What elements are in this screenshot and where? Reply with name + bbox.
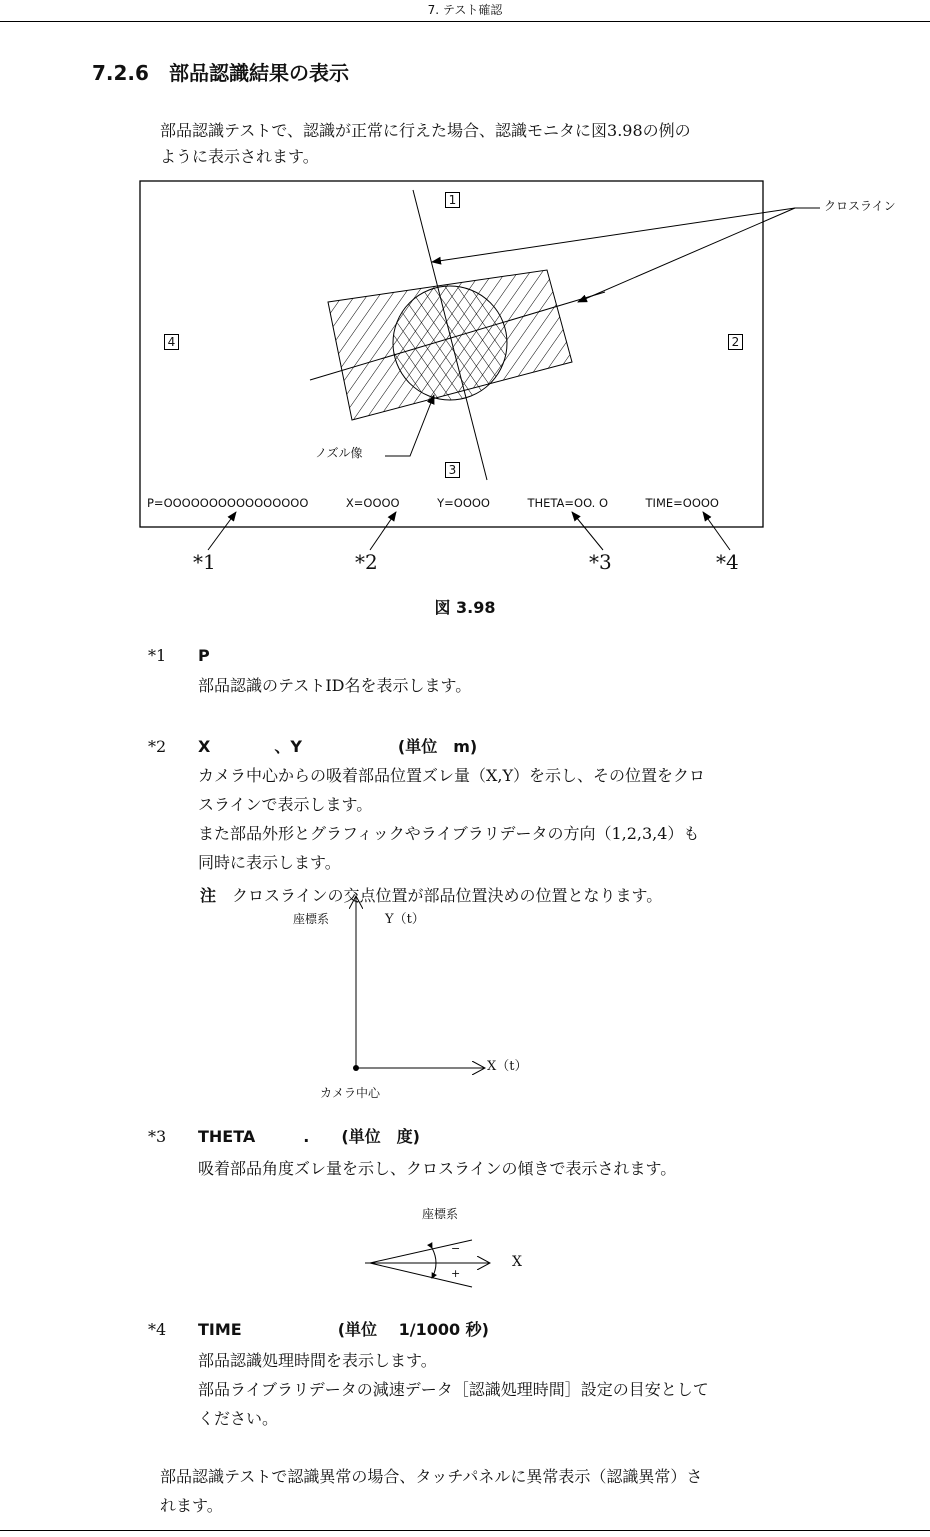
theta-minus: − <box>451 1242 461 1255</box>
crossline-label: クロスライン <box>824 199 896 213</box>
theta-plus: + <box>451 1267 461 1280</box>
coord2-x-label: X <box>512 1254 522 1270</box>
item-2-text: また部品外形とグラフィックやライブラリデータの方向（1,2,3,4）も <box>198 824 700 843</box>
item-2-text: カメラ中心からの吸着部品位置ズレ量（X,Y）を示し、その位置をクロ <box>198 766 706 785</box>
footer-rule <box>0 1530 930 1531</box>
coord1-label: 座標系 <box>293 912 330 926</box>
item-4-title: TIME (単位 1/1000 秒) <box>198 1320 489 1339</box>
figure-caption: 図 3.98 <box>434 598 496 617</box>
nozzle-label: ノズル像 <box>315 446 363 460</box>
item-2-text: スラインで表示します。 <box>198 795 373 814</box>
marker-4: *4 <box>716 550 739 574</box>
item-2-marker: *2 <box>148 737 167 756</box>
item-3-marker: *3 <box>148 1127 167 1146</box>
coord2-label: 座標系 <box>422 1207 459 1221</box>
direction-1: 1 <box>445 192 460 208</box>
status-y: Y=OOOO <box>437 496 490 510</box>
direction-3: 3 <box>445 462 460 478</box>
crossline-leader-1 <box>432 208 795 262</box>
status-line <box>147 497 719 511</box>
status-p: P=OOOOOOOOOOOOOOOO <box>147 496 309 510</box>
marker-1: *1 <box>193 550 216 574</box>
item-4-marker: *4 <box>148 1320 167 1339</box>
item-1-text: 部品認識のテストID名を表示します。 <box>198 676 472 695</box>
marker-3: *3 <box>589 550 612 574</box>
item-1-marker: *1 <box>148 646 167 665</box>
intro-line-2: ように表示されます。 <box>160 147 319 166</box>
camera-center-label: カメラ中心 <box>320 1086 381 1100</box>
note-label: 注 <box>200 886 217 905</box>
coord1-y-label: Y（t） <box>385 912 425 927</box>
footer-text-2: れます。 <box>160 1496 223 1515</box>
status-time: TIME=OOOO <box>645 496 719 510</box>
direction-2: 2 <box>728 334 743 350</box>
status-theta: THETA=OO. O <box>527 496 609 510</box>
coord1-x-label: X（t） <box>487 1059 528 1074</box>
item-3-title: THETA . (単位 度) <box>198 1127 420 1146</box>
nozzle-image <box>393 286 507 400</box>
item-2-title: X 、Y (単位 m) <box>198 737 478 756</box>
chapter-header: 7. テスト確認 <box>427 3 503 17</box>
marker-2: *2 <box>355 550 378 574</box>
intro-line-1: 部品認識テストで、認識が正常に行えた場合、認識モニタに図3.98の例の <box>160 121 691 140</box>
footer-text-1: 部品認識テストで認識異常の場合、タッチパネルに異常表示（認識異常）さ <box>160 1467 703 1486</box>
item-4-text: 部品認識処理時間を表示します。 <box>198 1351 437 1370</box>
note-text: クロスラインの交点位置が部品位置決めの位置となります。 <box>232 886 663 905</box>
section-number: 7.2.6 <box>92 61 149 85</box>
direction-4: 4 <box>164 334 179 350</box>
item-1-title: P <box>198 646 210 665</box>
item-3-text: 吸着部品角度ズレ量を示し、クロスラインの傾きで表示されます。 <box>198 1159 677 1178</box>
item-4-text: 部品ライブラリデータの減速データ［認識処理時間］設定の目安として <box>198 1380 709 1399</box>
status-x: X=OOOO <box>345 496 400 510</box>
item-4-text: ください。 <box>198 1409 279 1428</box>
item-2-text: 同時に表示します。 <box>198 853 341 872</box>
camera-center-dot <box>353 1065 359 1071</box>
section-title: 部品認識結果の表示 <box>168 61 349 85</box>
